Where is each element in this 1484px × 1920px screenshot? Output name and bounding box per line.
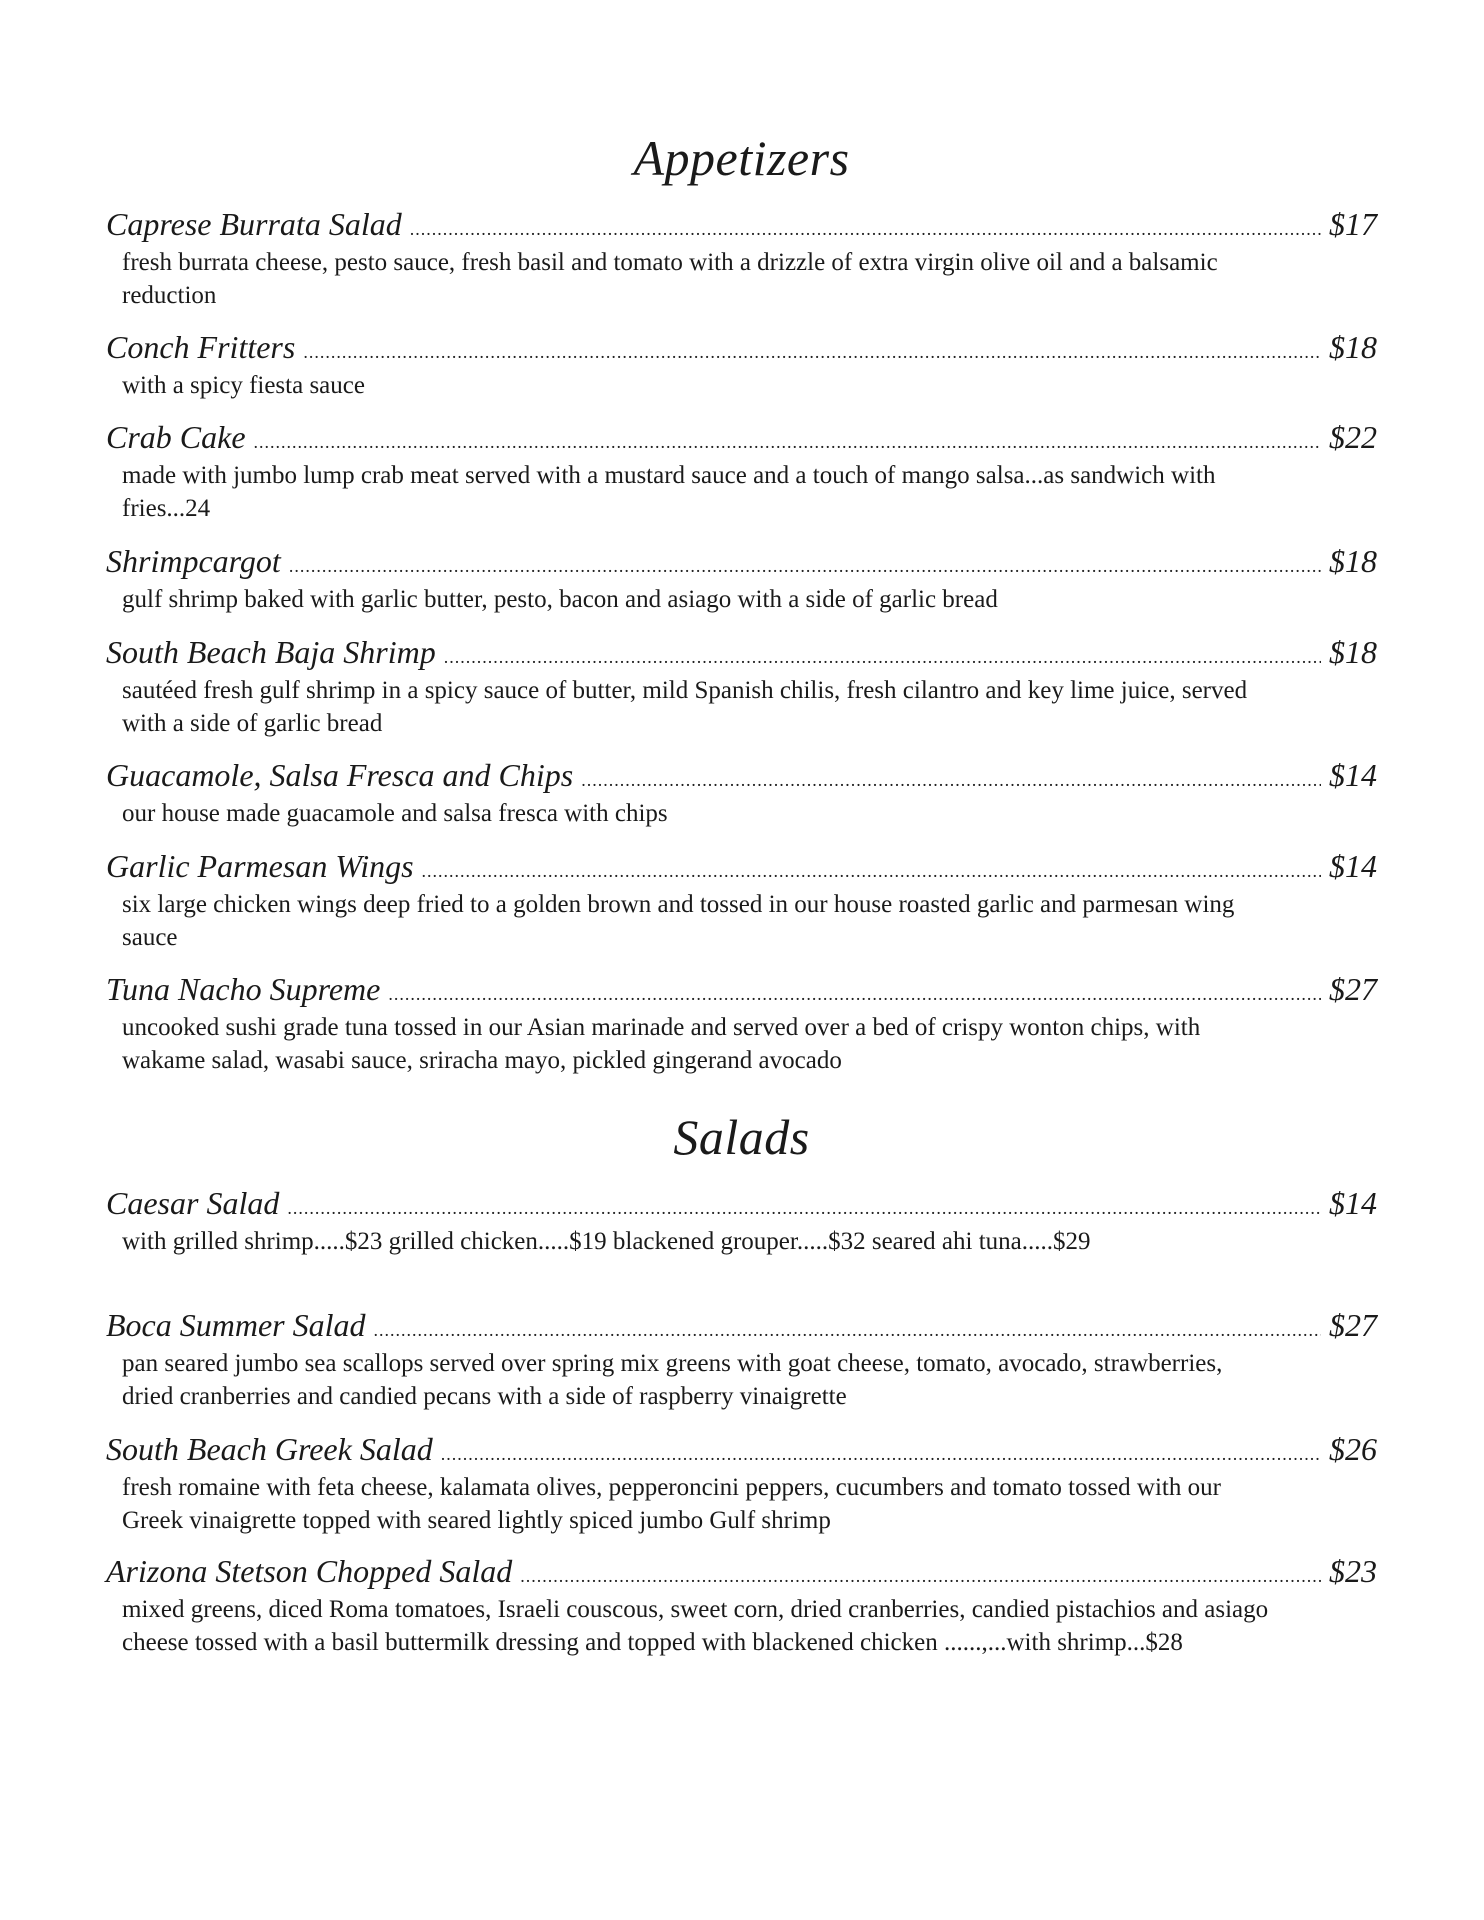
item-name: South Beach Baja Shrimp bbox=[106, 634, 436, 670]
item-price: $17 bbox=[1329, 206, 1377, 242]
item-name: Guacamole, Salsa Fresca and Chips bbox=[106, 757, 574, 793]
item-description: fresh romaine with feta cheese, kalamata olives, pepperoncini peppers, cucumbers and tomato tossed with our Greek vinaigrette topped with seared lightly spiced jumbo Gulf shrimp bbox=[122, 1474, 1221, 1534]
dot-leader bbox=[303, 342, 1321, 363]
item-price: $14 bbox=[1329, 848, 1377, 884]
dot-leader bbox=[444, 647, 1321, 668]
menu-item-row bbox=[106, 329, 1377, 363]
item-description: gulf shrimp baked with garlic butter, pesto, bacon and asiago with a side of garlic bread bbox=[122, 586, 998, 613]
item-name: Crab Cake bbox=[106, 419, 246, 455]
item-price: $22 bbox=[1329, 419, 1377, 455]
dot-leader bbox=[374, 1320, 1321, 1341]
item-price: $14 bbox=[1329, 757, 1377, 793]
item-price: $27 bbox=[1329, 1307, 1377, 1343]
menu-item bbox=[106, 1185, 1377, 1307]
section-title-salads: Salads bbox=[673, 1109, 810, 1165]
dot-leader bbox=[388, 984, 1321, 1005]
item-name: Caesar Salad bbox=[106, 1185, 280, 1221]
dot-leader bbox=[422, 861, 1321, 882]
item-price: $26 bbox=[1329, 1431, 1377, 1467]
menu-item-row bbox=[106, 848, 1377, 882]
item-name: Garlic Parmesan Wings bbox=[106, 848, 414, 884]
menu-item-row bbox=[106, 543, 1377, 577]
menu-item-row bbox=[106, 757, 1377, 791]
dot-leader bbox=[520, 1566, 1321, 1587]
salads-list bbox=[106, 1185, 1377, 1703]
menu-item-row bbox=[106, 1431, 1377, 1465]
item-description: six large chicken wings deep fried to a golden brown and tossed in our house roasted garlic and parmesan wing sauce bbox=[122, 891, 1235, 951]
item-description: sautéed fresh gulf shrimp in a spicy sauce of butter, mild Spanish chilis, fresh cilantro and key lime juice, served with a side of garlic bread bbox=[122, 677, 1248, 737]
item-name: Conch Fritters bbox=[106, 329, 296, 365]
item-price: $23 bbox=[1329, 1553, 1377, 1589]
item-name: Shrimpcargot bbox=[106, 543, 281, 579]
item-name: Arizona Stetson Chopped Salad bbox=[106, 1553, 513, 1589]
menu-item-row bbox=[106, 419, 1377, 453]
item-description: mixed greens, diced Roma tomatoes, Israeli couscous, sweet corn, dried cranberries, candied pistachios and asiago cheese tossed with a basil buttermilk dressing and topped with blackened chicken ......,...with shrimp...$28 bbox=[122, 1596, 1269, 1656]
menu-item bbox=[106, 1431, 1377, 1553]
item-name: Boca Summer Salad bbox=[106, 1307, 366, 1343]
item-price: $18 bbox=[1329, 634, 1377, 670]
item-description: uncooked sushi grade tuna tossed in our Asian marinade and served over a bed of crispy wonton chips, with wakame salad, wasabi sauce, sriracha mayo, pickled gingerand avocado bbox=[122, 1014, 1201, 1074]
menu-item bbox=[106, 1307, 1377, 1431]
menu-item-row bbox=[106, 1307, 1377, 1341]
menu-item bbox=[106, 848, 1377, 971]
menu-item-row bbox=[106, 1553, 1377, 1587]
appetizers-list bbox=[106, 206, 1377, 1081]
item-price: $18 bbox=[1329, 543, 1377, 579]
dot-leader bbox=[581, 770, 1321, 791]
menu-item bbox=[106, 543, 1377, 634]
item-price: $14 bbox=[1329, 1185, 1377, 1221]
menu-item bbox=[106, 329, 1377, 419]
dot-leader bbox=[254, 432, 1321, 453]
menu-item bbox=[106, 1553, 1377, 1703]
item-description: with a spicy fiesta sauce bbox=[122, 372, 365, 399]
dot-leader bbox=[289, 556, 1321, 577]
section-title-appetizers: Appetizers bbox=[633, 130, 850, 186]
dot-leader bbox=[441, 1444, 1321, 1465]
item-description: pan seared jumbo sea scallops served over spring mix greens with goat cheese, tomato, avocado, strawberries, dried cranberries and candied pecans with a side of raspberry vinaigrette bbox=[122, 1350, 1223, 1410]
item-name: South Beach Greek Salad bbox=[106, 1431, 433, 1467]
item-price: $18 bbox=[1329, 329, 1377, 365]
menu-item bbox=[106, 971, 1377, 1081]
item-name: Caprese Burrata Salad bbox=[106, 206, 402, 242]
menu-item-row bbox=[106, 634, 1377, 668]
item-description: fresh burrata cheese, pesto sauce, fresh basil and tomato with a drizzle of extra virgin olive oil and a balsamic reduction bbox=[122, 249, 1218, 309]
menu-item bbox=[106, 757, 1377, 848]
menu-item-row bbox=[106, 1185, 1377, 1219]
menu-item bbox=[106, 419, 1377, 543]
item-description: our house made guacamole and salsa fresca with chips bbox=[122, 800, 668, 827]
item-description: made with jumbo lump crab meat served with a mustard sauce and a touch of mango salsa...as sandwich with fries...24 bbox=[122, 462, 1216, 522]
menu-item bbox=[106, 206, 1377, 329]
menu-item bbox=[106, 634, 1377, 757]
menu-item-row bbox=[106, 206, 1377, 240]
item-price: $27 bbox=[1329, 971, 1377, 1007]
dot-leader bbox=[410, 219, 1321, 240]
item-description: with grilled shrimp.....$23 grilled chicken.....$19 blackened grouper.....$32 seared ahi tuna.....$29 bbox=[122, 1228, 1091, 1255]
menu-item-row bbox=[106, 971, 1377, 1005]
item-name: Tuna Nacho Supreme bbox=[106, 971, 381, 1007]
dot-leader bbox=[287, 1198, 1321, 1219]
